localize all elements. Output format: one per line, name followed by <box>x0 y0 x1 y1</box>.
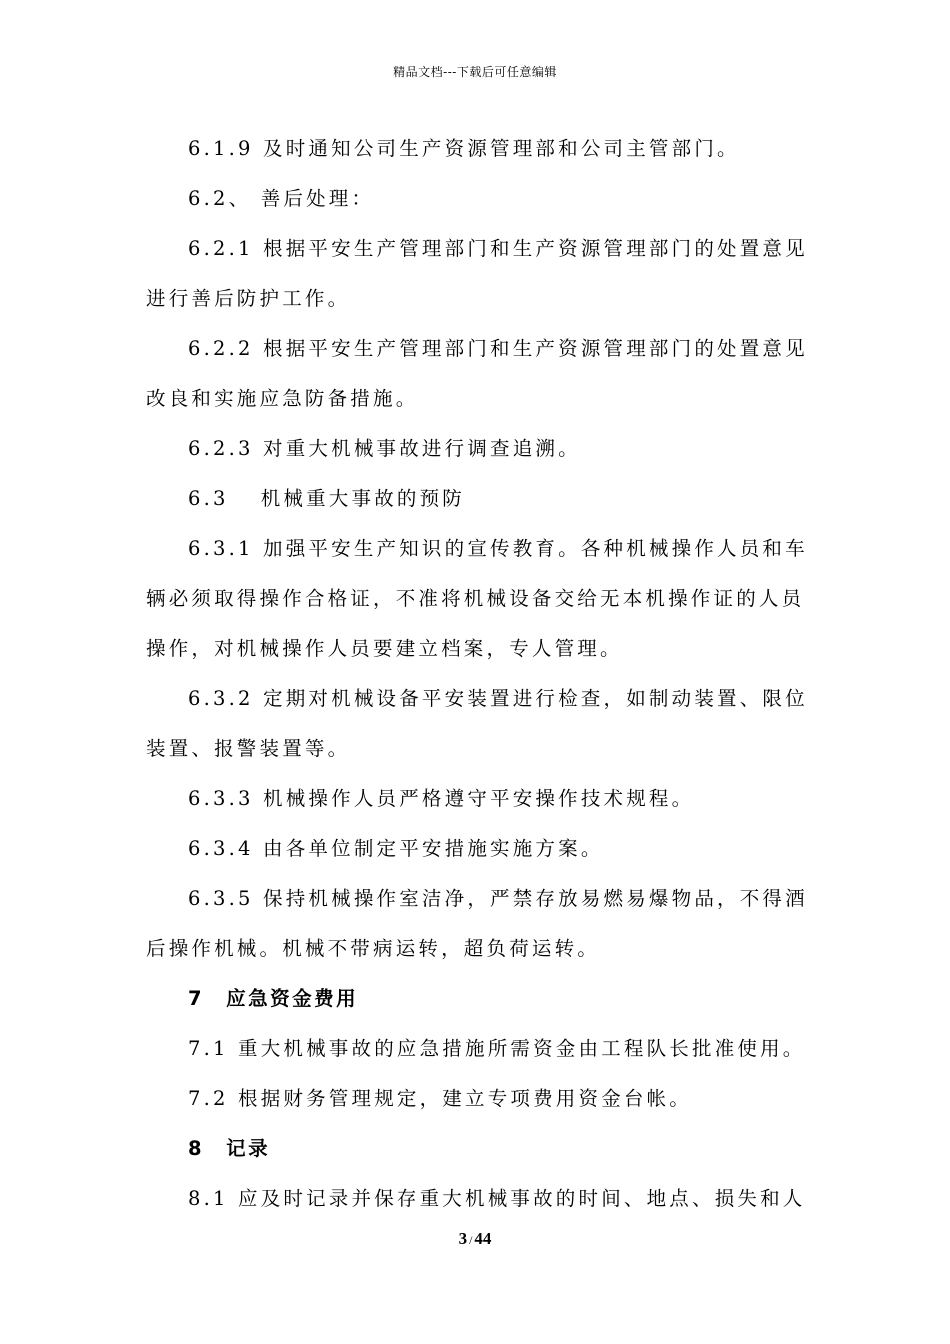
section-heading: 7 应急资金费用 <box>188 987 359 1010</box>
text-line: 6.3.3 机械操作人员严格遵守平安操作技术规程。 <box>188 787 695 810</box>
text-line: 改良和实施应急防备措施。 <box>146 387 419 410</box>
text-line: 6.3 机械重大事故的预防 <box>188 487 466 510</box>
text-line: 6.2、 善后处理： <box>188 187 375 210</box>
text-line: 7.1 重大机械事故的应急措施所需资金由工程队长批准使用。 <box>188 1037 806 1060</box>
text-line: 8.1 应及时记录并保存重大机械事故的时间、地点、损失和人 <box>188 1187 806 1210</box>
text-line: 6.2.2 根据平安生产管理部门和生产资源管理部门的处置意见 <box>188 337 808 360</box>
text-line: 6.3.5 保持机械操作室洁净，严禁存放易燃易爆物品，不得酒 <box>188 887 808 910</box>
text-line: 6.3.1 加强平安生产知识的宣传教育。各种机械操作人员和车 <box>188 537 808 560</box>
text-line: 后操作机械。机械不带病运转，超负荷运转。 <box>146 937 601 960</box>
text-line: 6.3.2 定期对机械设备平安装置进行检查，如制动装置、限位 <box>188 687 808 710</box>
document-body <box>146 124 811 1224</box>
header-text: 精品文档---下载后可任意编辑 <box>393 65 557 79</box>
text-line: 辆必须取得操作合格证，不准将机械设备交给无本机操作证的人员 <box>146 587 805 610</box>
text-line: 进行善后防护工作。 <box>146 287 351 310</box>
section-heading: 8 记录 <box>188 1137 271 1160</box>
text-line: 6.3.4 由各单位制定平安措施实施方案。 <box>188 837 604 860</box>
page-footer <box>0 1228 950 1251</box>
page-number-total: 44 <box>474 1229 492 1248</box>
text-line: 操作，对机械操作人员要建立档案，专人管理。 <box>146 637 623 660</box>
text-line: 6.2.3 对重大机械事故进行调查追溯。 <box>188 437 581 460</box>
page-number-separator: / <box>469 1233 473 1247</box>
text-line: 装置、报警装置等。 <box>146 737 351 760</box>
text-line: 6.1.9 及时通知公司生产资源管理部和公司主管部门。 <box>188 137 740 160</box>
page-number-current: 3 <box>458 1229 468 1248</box>
text-line: 6.2.1 根据平安生产管理部门和生产资源管理部门的处置意见 <box>188 237 808 260</box>
text-line: 7.2 根据财务管理规定，建立专项费用资金台帐。 <box>188 1087 693 1110</box>
page-header <box>0 64 950 80</box>
